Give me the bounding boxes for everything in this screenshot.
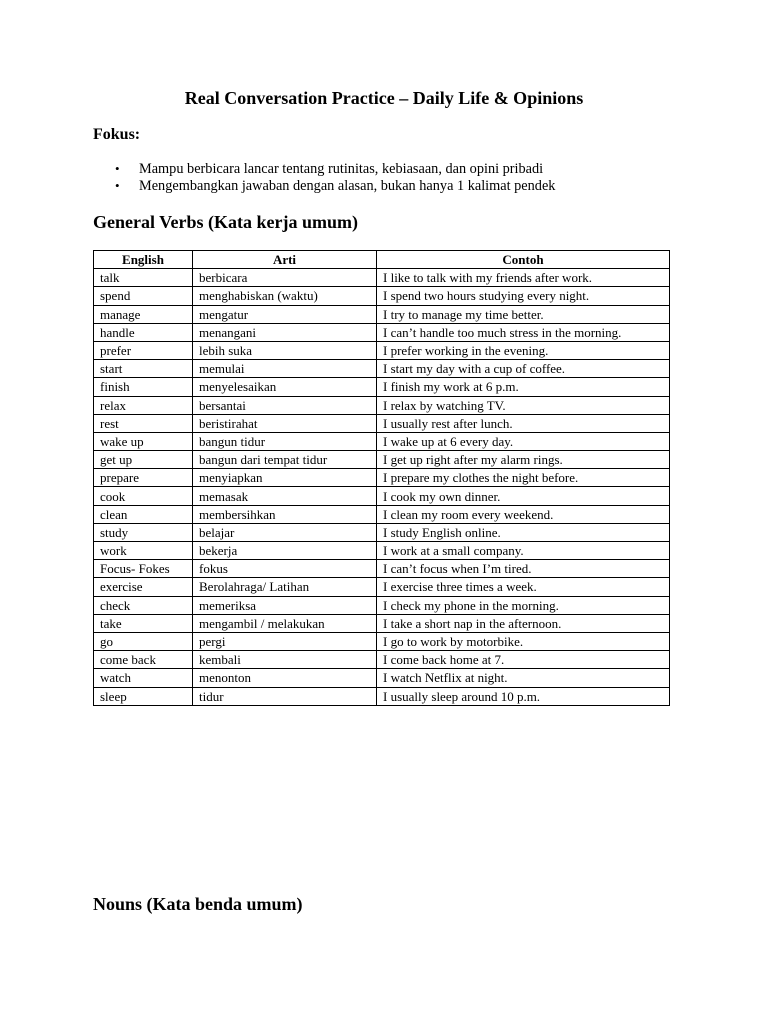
table-row [94, 632, 670, 650]
cell-contoh: I take a short nap in the afternoon. [377, 614, 670, 632]
section-heading-verbs: General Verbs (Kata kerja umum) [93, 212, 358, 232]
table-row [94, 341, 670, 359]
cell-contoh: I study English online. [377, 523, 670, 541]
cell-english: talk [94, 269, 193, 287]
cell-arti: menghabiskan (waktu) [193, 287, 377, 305]
cell-arti: memeriksa [193, 596, 377, 614]
bullet-text: Mengembangkan jawaban dengan alasan, bukan hanya 1 kalimat pendek [139, 177, 556, 194]
cell-english: Focus- Fokes [94, 560, 193, 578]
cell-contoh: I finish my work at 6 p.m. [377, 378, 670, 396]
cell-english: handle [94, 323, 193, 341]
cell-contoh: I wake up at 6 every day. [377, 432, 670, 450]
verbs-table [93, 250, 670, 706]
cell-contoh: I watch Netflix at night. [377, 669, 670, 687]
cell-arti: tidur [193, 687, 377, 705]
cell-english: come back [94, 651, 193, 669]
fokus-label: Fokus: [93, 126, 141, 143]
section-heading-nouns: Nouns (Kata benda umum) [93, 894, 303, 914]
table-row [94, 287, 670, 305]
table-row [94, 469, 670, 487]
cell-arti: membersihkan [193, 505, 377, 523]
table-row [94, 269, 670, 287]
cell-arti: menonton [193, 669, 377, 687]
cell-english: exercise [94, 578, 193, 596]
cell-contoh: I start my day with a cup of coffee. [377, 360, 670, 378]
cell-contoh: I work at a small company. [377, 542, 670, 560]
cell-arti: pergi [193, 632, 377, 650]
cell-english: relax [94, 396, 193, 414]
cell-english: rest [94, 414, 193, 432]
table-row [94, 305, 670, 323]
cell-english: watch [94, 669, 193, 687]
table-row [94, 578, 670, 596]
table-row [94, 414, 670, 432]
cell-english: manage [94, 305, 193, 323]
cell-english: get up [94, 451, 193, 469]
bullet-text: Mampu berbicara lancar tentang rutinitas, kebiasaan, dan opini pribadi [139, 161, 544, 177]
cell-english: prefer [94, 341, 193, 359]
cell-arti: lebih suka [193, 341, 377, 359]
cell-contoh: I like to talk with my friends after work. [377, 269, 670, 287]
table-header-row [94, 251, 670, 269]
table-row [94, 614, 670, 632]
table-row [94, 651, 670, 669]
cell-arti: bekerja [193, 542, 377, 560]
cell-arti: belajar [193, 523, 377, 541]
cell-contoh: I can’t focus when I’m tired. [377, 560, 670, 578]
cell-english: go [94, 632, 193, 650]
bullet-item [112, 178, 555, 195]
bullet-item [112, 161, 555, 178]
cell-arti: bangun tidur [193, 432, 377, 450]
cell-contoh: I prefer working in the evening. [377, 341, 670, 359]
column-header-contoh: Contoh [377, 251, 670, 269]
cell-contoh: I exercise three times a week. [377, 578, 670, 596]
cell-english: finish [94, 378, 193, 396]
cell-arti: menyelesaikan [193, 378, 377, 396]
cell-arti: beristirahat [193, 414, 377, 432]
fokus-bullet-list [112, 161, 555, 194]
cell-contoh: I can’t handle too much stress in the morning. [377, 323, 670, 341]
cell-arti: fokus [193, 560, 377, 578]
cell-contoh: I usually rest after lunch. [377, 414, 670, 432]
cell-arti: kembali [193, 651, 377, 669]
bullet-icon: • [115, 161, 120, 176]
table-row [94, 560, 670, 578]
cell-arti: mengambil / melakukan [193, 614, 377, 632]
table-row [94, 669, 670, 687]
table-body [94, 269, 670, 706]
cell-contoh: I clean my room every weekend. [377, 505, 670, 523]
cell-english: cook [94, 487, 193, 505]
cell-english: spend [94, 287, 193, 305]
cell-contoh: I check my phone in the morning. [377, 596, 670, 614]
cell-contoh: I spend two hours studying every night. [377, 287, 670, 305]
cell-contoh: I try to manage my time better. [377, 305, 670, 323]
cell-contoh: I get up right after my alarm rings. [377, 451, 670, 469]
table-row [94, 505, 670, 523]
table-row [94, 396, 670, 414]
cell-english: start [94, 360, 193, 378]
column-header-arti: Arti [193, 251, 377, 269]
cell-contoh: I cook my own dinner. [377, 487, 670, 505]
bullet-icon: • [115, 177, 120, 193]
cell-arti: mengatur [193, 305, 377, 323]
cell-english: prepare [94, 469, 193, 487]
cell-contoh: I go to work by motorbike. [377, 632, 670, 650]
cell-english: clean [94, 505, 193, 523]
table-row [94, 542, 670, 560]
cell-arti: memasak [193, 487, 377, 505]
column-header-english: English [94, 251, 193, 269]
cell-arti: berbicara [193, 269, 377, 287]
table-row [94, 596, 670, 614]
table-row [94, 523, 670, 541]
cell-arti: menyiapkan [193, 469, 377, 487]
cell-arti: menangani [193, 323, 377, 341]
cell-arti: Berolahraga/ Latihan [193, 578, 377, 596]
cell-contoh: I prepare my clothes the night before. [377, 469, 670, 487]
cell-english: sleep [94, 687, 193, 705]
cell-contoh: I relax by watching TV. [377, 396, 670, 414]
table-row [94, 360, 670, 378]
document-title: Real Conversation Practice – Daily Life & Opinions [184, 88, 584, 108]
cell-english: wake up [94, 432, 193, 450]
table-row [94, 687, 670, 705]
cell-arti: bangun dari tempat tidur [193, 451, 377, 469]
cell-english: take [94, 614, 193, 632]
table-row [94, 451, 670, 469]
table-row [94, 487, 670, 505]
cell-english: check [94, 596, 193, 614]
cell-arti: memulai [193, 360, 377, 378]
cell-arti: bersantai [193, 396, 377, 414]
cell-contoh: I usually sleep around 10 p.m. [377, 687, 670, 705]
cell-contoh: I come back home at 7. [377, 651, 670, 669]
cell-english: work [94, 542, 193, 560]
table-row [94, 323, 670, 341]
table-row [94, 378, 670, 396]
table-row [94, 432, 670, 450]
cell-english: study [94, 523, 193, 541]
